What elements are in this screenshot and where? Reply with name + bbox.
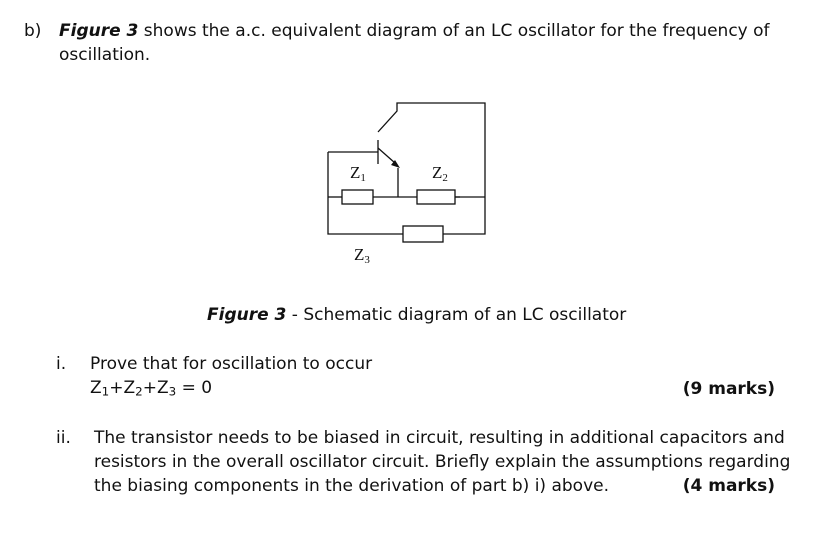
intro-line-1: [59, 19, 770, 43]
figure-caption: [207, 303, 626, 327]
figure-reference: Figure 3: [59, 21, 139, 41]
question-ii-numeral: ii.: [56, 428, 71, 448]
part-label: b): [24, 21, 42, 41]
z2-label: Z2: [432, 163, 448, 184]
question-ii-line-1: The transistor needs to be biased in circuit, resulting in additional capacitors and: [94, 428, 785, 448]
question-i-numeral: i.: [56, 354, 67, 374]
intro-text: shows the a.c. equivalent diagram of an LC oscillator for the frequency of: [143, 21, 770, 41]
z3-resistor: [403, 226, 443, 242]
lc-oscillator-diagram: [322, 98, 487, 270]
question-ii-marks: (4 marks): [682, 476, 775, 496]
z2-resistor: [417, 190, 455, 204]
question-i-marks: (9 marks): [682, 379, 775, 399]
question-ii-line-2: resistors in the overall oscillator circuit. Briefly explain the assumptions regarding: [94, 452, 791, 472]
caption-figure-ref: Figure 3: [207, 305, 287, 325]
z1-resistor: [342, 190, 373, 204]
z3-label: Z3: [354, 245, 370, 266]
question-ii-line-3: the biasing components in the derivation of part b) i) above.: [94, 476, 610, 496]
caption-text: - Schematic diagram of an LC oscillator: [286, 305, 627, 325]
z1-label: Z1: [350, 163, 366, 184]
question-i-equation: $Z_1+Z_2+Z_3 = 0$: [90, 378, 213, 399]
intro-line-2: oscillation.: [59, 45, 151, 65]
question-i-text: Prove that for oscillation to occur: [90, 354, 373, 374]
